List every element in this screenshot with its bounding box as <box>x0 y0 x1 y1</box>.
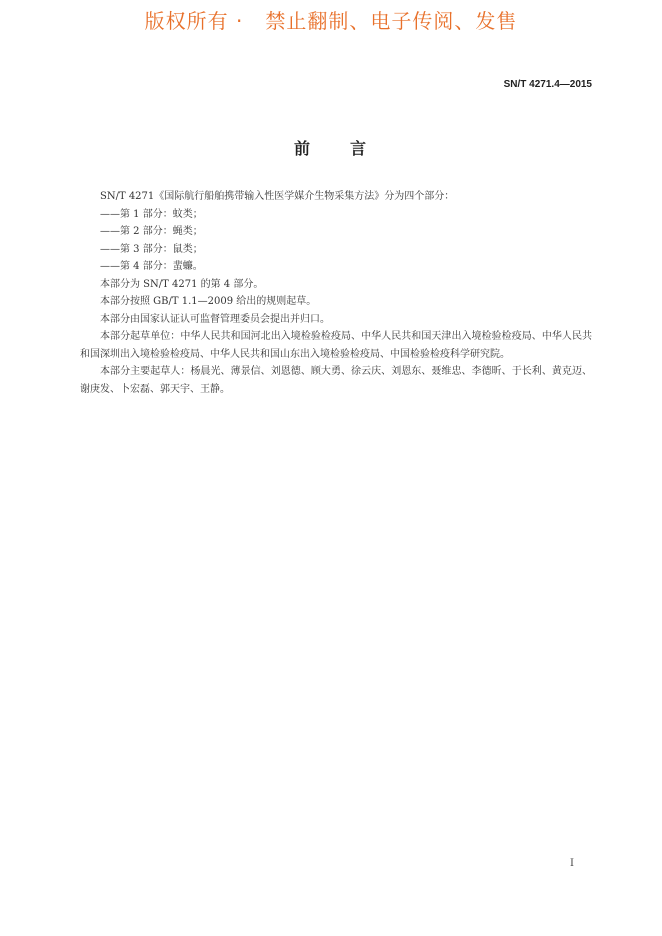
standard-code: SN/T 4271.4—2015 <box>503 79 592 90</box>
paragraph-intro: SN/T 4271《国际航行船舶携带输入性医学媒介生物采集方法》分为四个部分： <box>100 191 455 202</box>
section-title <box>0 136 662 159</box>
section-title-char-2: 言 <box>350 139 369 158</box>
section-title-char-1: 前 <box>293 139 312 158</box>
list-item-part-1: ——第 1 部分：蚊类； <box>100 208 203 220</box>
list-item-part-2: ——第 2 部分：蝇类； <box>100 226 203 237</box>
paragraph-proposer: 本部分由国家认证认可监督管理委员会提出并归口。 <box>100 313 330 325</box>
paragraph-drafting-rules: 本部分按照 GB/T 1.1—2009 给出的规则起草。 <box>100 296 317 307</box>
copyright-watermark: 版权所有 · 禁止翻制、电子传阅、发售 <box>144 9 518 33</box>
paragraph-part-scope: 本部分为 SN/T 4271 的第 4 部分。 <box>100 278 264 290</box>
page-number: I <box>570 858 574 869</box>
paragraph-drafting-units: 本部分起草单位：中华人民共和国河北出入境检验检疫局、中华人民共和国天津出入境检验检疫局、中华人民共和国深圳出入境检验检疫局、中华人民共和国山东出入境检验检疫局、中国检验检疫科学研究院。 <box>80 331 592 360</box>
list-item-part-4: ——第 4 部分：蜚蠊。 <box>100 261 203 272</box>
foreword-body <box>80 188 592 398</box>
paragraph-drafters: 本部分主要起草人：杨晨光、薄景信、刘恩德、顾大勇、徐云庆、刘恩东、聂维忠、李德昕、于长利、黄克迈、谢庚发、卜宏磊、郭天宇、王静。 <box>80 366 592 395</box>
list-item-part-3: ——第 3 部分：鼠类； <box>100 243 203 255</box>
